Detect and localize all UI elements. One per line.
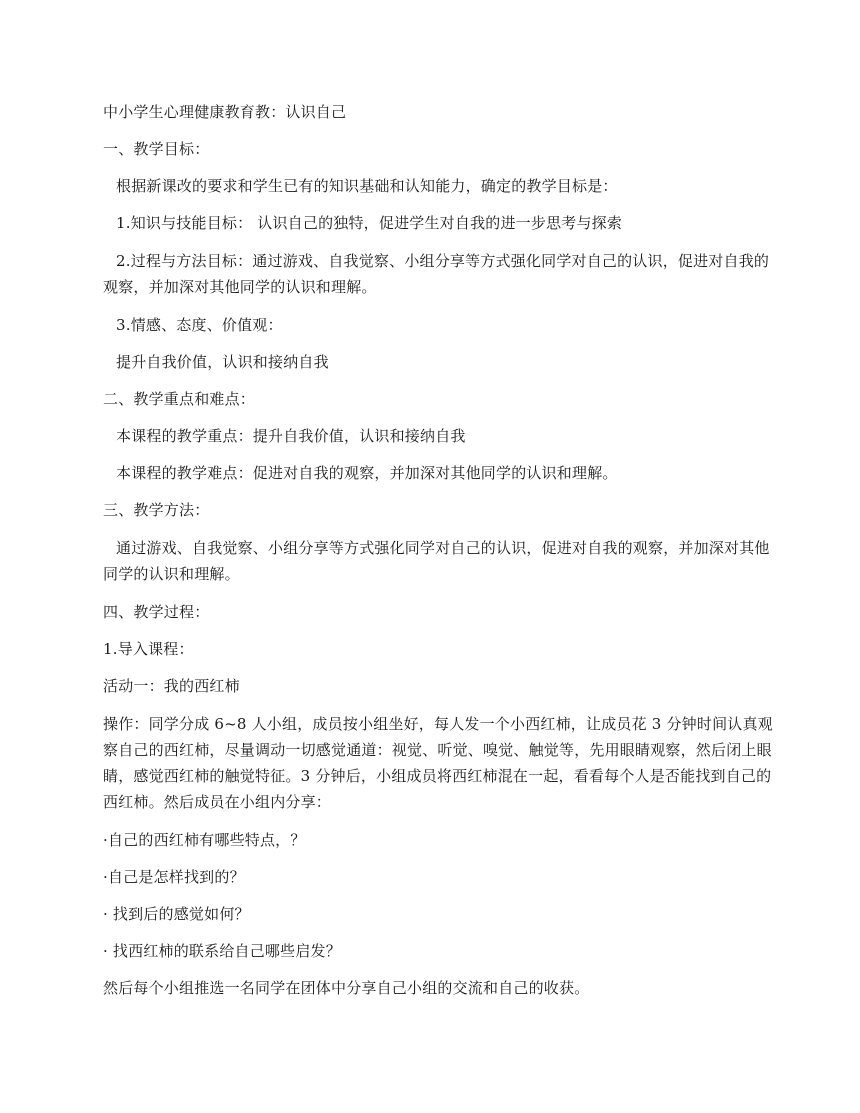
goal-knowledge: 1.知识与技能目标： 认识自己的独特，促进学生对自我的进一步思考与探索 — [116, 214, 623, 232]
document-title: 中小学生心理健康教育教：认识自己 — [103, 103, 347, 121]
question-item: ·自己是怎样找到的？ — [103, 868, 245, 886]
activity-title: 活动一：我的西红柿 — [103, 677, 240, 695]
goal-emotion-detail: 提升自我价值，认识和接纳自我 — [116, 353, 329, 371]
method-text: 通过游戏、自我觉察、小组分享等方式强化同学对自己的认识，促进对自我的观察，并加深对其他同学的认识和理解。 — [103, 539, 770, 583]
section-heading-method: 三、教学方法： — [103, 501, 210, 519]
operation-text: 操作：同学分成 6~8 人小组，成员按小组坐好，每人发一个小西红柿，让成员花 3 分钟时间认真观察自己的西红柿，尽量调动一切感觉通道：视觉、听觉、嗅觉、触觉等，先用眼睛观察，然后闭上眼睛，感觉西红柿的触觉特征。3 分钟后，小组成员将西红柿混在一起，看看每个人是否能找到自己的西红柿。然后成员在小组内分享： — [103, 715, 773, 811]
difficult-point: 本课程的教学难点：促进对自我的观察，并加深对其他同学的认识和理解。 — [116, 464, 618, 482]
question-item: ·自己的西红柿有哪些特点，？ — [103, 831, 306, 849]
section-heading-process: 四、教学过程： — [103, 603, 210, 621]
question-item: · 找西红柿的联系给自己哪些启发？ — [103, 942, 341, 960]
goal-emotion: 3.情感、态度、价值观： — [116, 316, 283, 334]
question-item: · 找到后的感觉如何？ — [103, 905, 250, 923]
goals-intro: 根据新课改的要求和学生已有的知识基础和认知能力，确定的教学目标是： — [116, 177, 618, 195]
section-heading-goals: 一、教学目标： — [103, 140, 210, 158]
document-page — [103, 100, 773, 1013]
step-intro: 1.导入课程： — [103, 640, 194, 658]
key-point: 本课程的教学重点：提升自我价值，认识和接纳自我 — [116, 427, 466, 445]
section-heading-focus: 二、教学重点和难点： — [103, 390, 256, 408]
goal-process: 2.过程与方法目标：通过游戏、自我觉察、小组分享等方式强化同学对自己的认识，促进对自我的观察，并加深对其他同学的认识和理解。 — [103, 252, 770, 296]
conclusion-text: 然后每个小组推选一名同学在团体中分享自己小组的交流和自己的收获。 — [103, 979, 590, 997]
